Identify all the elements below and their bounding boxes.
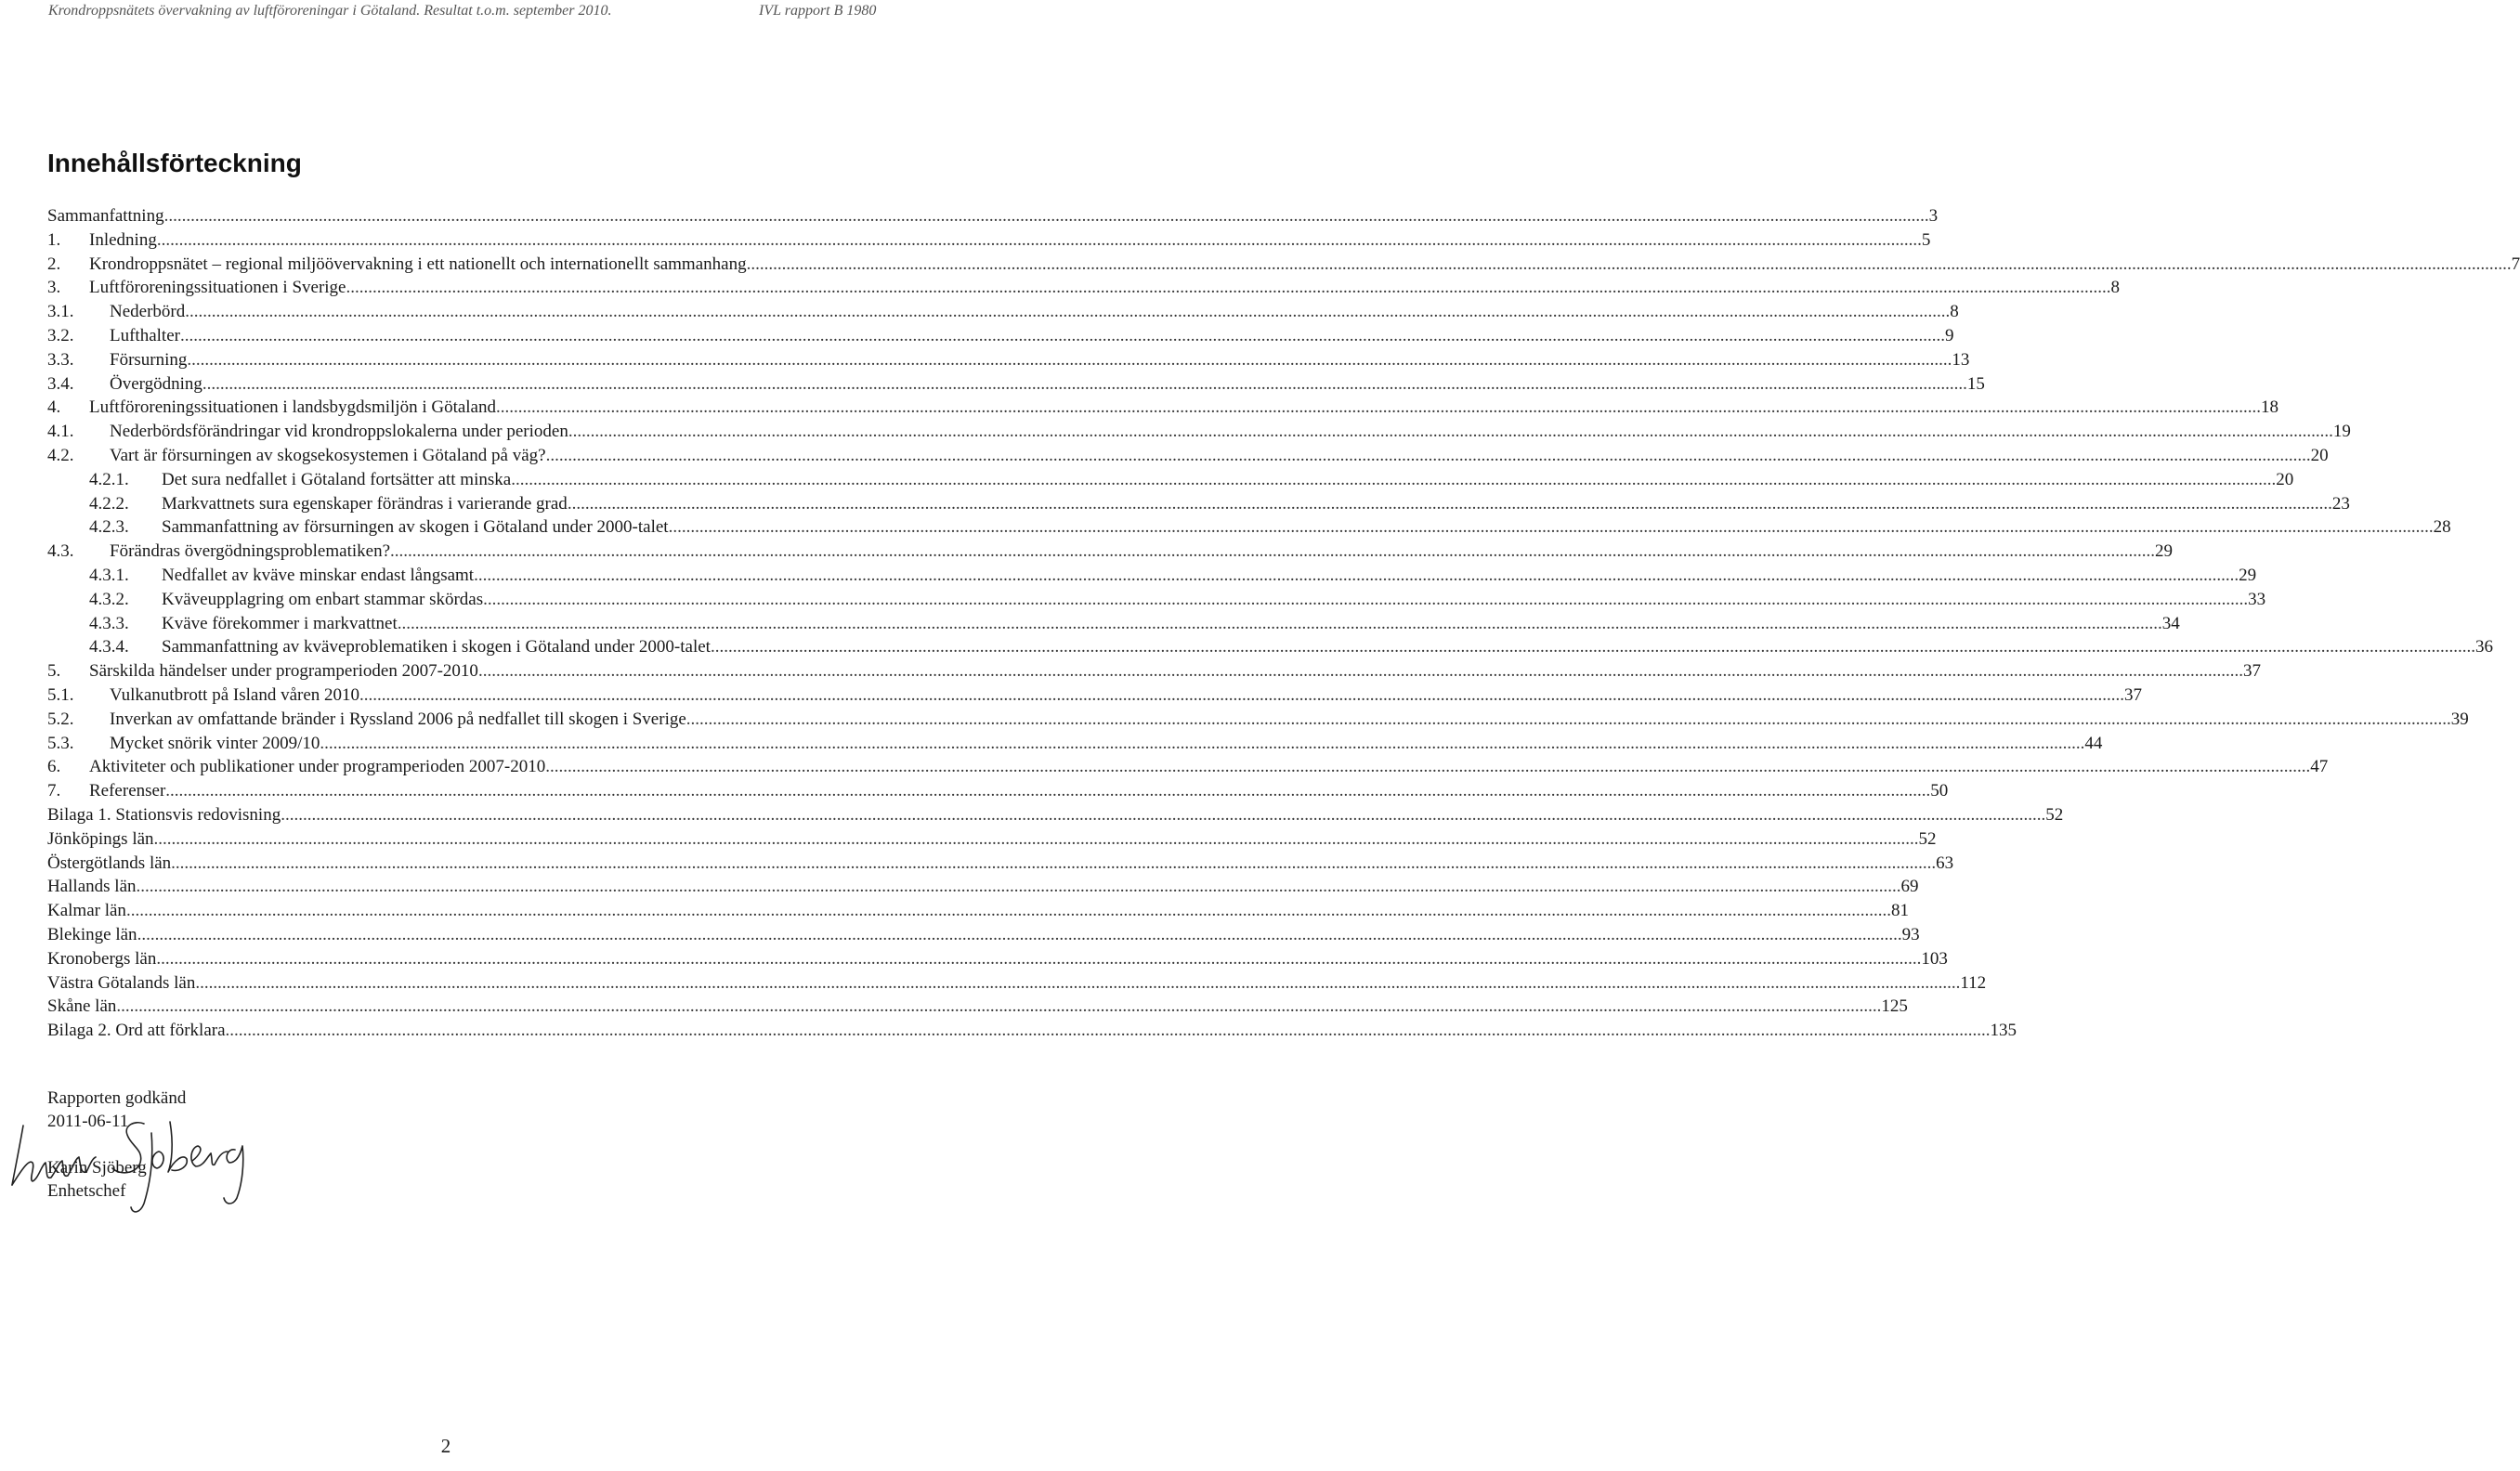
toc-entry-title: Östergötlands län bbox=[47, 853, 172, 873]
toc-entry-number: 4.3.3. bbox=[89, 613, 129, 633]
toc-entry-page: 8 bbox=[2110, 278, 2120, 298]
toc-entry-title: Jönköpings län bbox=[47, 828, 154, 849]
toc-dot-leader: ................................................................................................................................................................................................................................................................................................................................................................................................................ bbox=[187, 349, 1952, 370]
toc-entry-title: Försurning bbox=[110, 349, 188, 370]
toc-entry[interactable] bbox=[47, 875, 1919, 899]
toc-entry-title: Referenser bbox=[89, 781, 166, 801]
toc-entry-page: 52 bbox=[1918, 828, 1937, 849]
toc-entry[interactable] bbox=[47, 372, 1985, 397]
toc-entry-number: 2. bbox=[47, 254, 61, 274]
page-number: 2 bbox=[440, 1435, 451, 1457]
toc-dot-leader: ................................................................................................................................................................................................................................................................................................................................................................................................................ bbox=[195, 972, 1961, 993]
toc-dot-leader: ................................................................................................................................................................................................................................................................................................................................................................................................................ bbox=[346, 278, 2111, 298]
toc-entry-title: Kalmar län bbox=[47, 901, 126, 921]
toc-entry[interactable] bbox=[47, 588, 2266, 612]
toc-dot-leader: ................................................................................................................................................................................................................................................................................................................................................................................................................ bbox=[137, 924, 1902, 944]
toc-entry-number: 4.3.4. bbox=[89, 637, 129, 657]
toc-dot-leader: ................................................................................................................................................................................................................................................................................................................................................................................................................ bbox=[281, 804, 2046, 825]
toc-entry[interactable] bbox=[47, 995, 1908, 1019]
toc-entry[interactable] bbox=[47, 396, 2278, 420]
toc-entry-title: Sammanfattning av kväveproblematiken i skogen i Götaland under 2000-talet bbox=[162, 637, 711, 657]
toc-entry-title: Vart är försurningen av skogsekosystemen i Götaland på väg? bbox=[110, 445, 546, 465]
toc-entry[interactable] bbox=[47, 899, 1909, 923]
toc-entry-title: Markvattnets sura egenskaper förändras i varierande grad bbox=[162, 493, 568, 514]
toc-dot-leader: ................................................................................................................................................................................................................................................................................................................................................................................................................ bbox=[163, 206, 1929, 226]
toc-entry-page: 47 bbox=[2310, 757, 2329, 777]
toc-entry[interactable] bbox=[47, 276, 2120, 300]
toc-entry-number: 4.3.1. bbox=[89, 565, 129, 585]
toc-entry-title: Lufthalter bbox=[110, 325, 180, 345]
toc-entry-page: 18 bbox=[2261, 397, 2278, 418]
approval-date: 2011-06-11 bbox=[47, 1112, 129, 1131]
toc-entry-page: 39 bbox=[2450, 709, 2469, 729]
toc-entry-title: Skåne län bbox=[47, 996, 117, 1017]
toc-entry-title: Krondroppsnätet – regional miljöövervakning i ett nationellt och internationellt sammanhang bbox=[89, 254, 747, 274]
toc-dot-leader: ................................................................................................................................................................................................................................................................................................................................................................................................................ bbox=[545, 757, 2311, 777]
toc-entry-title: Kronobergs län bbox=[47, 948, 157, 969]
toc-entry[interactable] bbox=[47, 803, 2064, 827]
toc-entry-page: 135 bbox=[1990, 1021, 2017, 1041]
toc-entry-number: 4.2.3. bbox=[89, 517, 129, 538]
toc-dot-leader: ................................................................................................................................................................................................................................................................................................................................................................................................................ bbox=[545, 445, 2311, 465]
toc-dot-leader: ................................................................................................................................................................................................................................................................................................................................................................................................................ bbox=[202, 373, 1967, 394]
toc-entry-page: 69 bbox=[1900, 877, 1919, 897]
toc-dot-leader: ................................................................................................................................................................................................................................................................................................................................................................................................................ bbox=[185, 302, 1951, 322]
approval-block bbox=[47, 1087, 186, 1203]
toc-dot-leader: ................................................................................................................................................................................................................................................................................................................................................................................................................ bbox=[483, 589, 2249, 609]
toc-dot-leader: ................................................................................................................................................................................................................................................................................................................................................................................................................ bbox=[320, 733, 2085, 753]
toc-entry-title: Sammanfattning av försurningen av skogen i Götaland under 2000-talet bbox=[162, 517, 669, 538]
toc-entry[interactable] bbox=[47, 564, 2257, 588]
toc-entry[interactable] bbox=[47, 827, 1937, 852]
toc-dot-leader: ................................................................................................................................................................................................................................................................................................................................................................................................................ bbox=[474, 565, 2239, 585]
toc-entry-page: 8 bbox=[1950, 302, 1959, 322]
toc-entry-title: Västra Götalands län bbox=[47, 972, 196, 993]
toc-entry-title: Inledning bbox=[89, 229, 157, 250]
toc-entry-page: 63 bbox=[1936, 853, 1954, 873]
toc-entry-number: 3.4. bbox=[47, 373, 74, 394]
toc-entry[interactable] bbox=[47, 444, 2329, 468]
table-of-contents bbox=[47, 204, 2520, 1043]
toc-entry-title: Inverkan av omfattande bränder i Ryssland 2006 på nedfallet till skogen i Sverige bbox=[110, 709, 686, 729]
toc-dot-leader: ................................................................................................................................................................................................................................................................................................................................................................................................................ bbox=[567, 493, 2332, 514]
toc-entry-page: 20 bbox=[2310, 445, 2329, 465]
toc-dot-leader: ................................................................................................................................................................................................................................................................................................................................................................................................................ bbox=[568, 422, 2333, 442]
toc-entry[interactable] bbox=[47, 253, 2520, 277]
toc-entry-title: Mycket snörik vinter 2009/10 bbox=[110, 733, 320, 753]
toc-entry[interactable] bbox=[47, 420, 2351, 444]
header-report-title: Krondroppsnätets övervakning av luftföroreningar i Götaland. Resultat t.o.m. september 2010. bbox=[48, 3, 612, 19]
toc-entry-page: 13 bbox=[1952, 349, 1970, 370]
toc-entry[interactable] bbox=[47, 732, 2103, 756]
toc-entry-page: 93 bbox=[1901, 924, 1920, 944]
toc-entry-number: 4.1. bbox=[47, 422, 74, 442]
signature-space bbox=[47, 1133, 186, 1156]
toc-entry-page: 44 bbox=[2084, 733, 2103, 753]
toc-entry-number: 3.2. bbox=[47, 325, 74, 345]
toc-dot-leader: ................................................................................................................................................................................................................................................................................................................................................................................................................ bbox=[156, 948, 1922, 969]
toc-entry[interactable] bbox=[47, 612, 2180, 636]
toc-entry-number: 4. bbox=[47, 397, 61, 418]
toc-entry-title: Det sura nedfallet i Götaland fortsätter att minska bbox=[162, 469, 512, 489]
toc-entry[interactable] bbox=[47, 204, 1939, 228]
toc-entry-page: 112 bbox=[1960, 972, 1987, 993]
toc-entry-page: 3 bbox=[1928, 206, 1939, 226]
running-header bbox=[48, 3, 892, 23]
toc-entry-number: 3.1. bbox=[47, 302, 74, 322]
toc-dot-leader: ................................................................................................................................................................................................................................................................................................................................................................................................................ bbox=[153, 828, 1919, 849]
toc-entry-number: 4.3.2. bbox=[89, 589, 129, 609]
toc-entry-page: 34 bbox=[2161, 613, 2180, 633]
approver-role: Enhetschef bbox=[47, 1181, 126, 1201]
toc-dot-leader: ................................................................................................................................................................................................................................................................................................................................................................................................................ bbox=[116, 996, 1882, 1017]
toc-entry-number: 6. bbox=[47, 757, 61, 777]
toc-dot-leader: ................................................................................................................................................................................................................................................................................................................................................................................................................ bbox=[359, 684, 2125, 705]
toc-dot-leader: ................................................................................................................................................................................................................................................................................................................................................................................................................ bbox=[496, 397, 2261, 418]
toc-entry-page: 28 bbox=[2433, 517, 2451, 538]
toc-entry-number: 1. bbox=[47, 229, 61, 250]
toc-dot-leader: ................................................................................................................................................................................................................................................................................................................................................................................................................ bbox=[171, 853, 1937, 873]
toc-entry-title: Luftföroreningssituationen i Sverige bbox=[89, 278, 346, 298]
toc-entry-page: 81 bbox=[1890, 901, 1909, 921]
toc-entry-title: Övergödning bbox=[110, 373, 202, 394]
toc-entry[interactable] bbox=[47, 659, 2261, 683]
toc-entry-title: Förändras övergödningsproblematiken? bbox=[110, 541, 390, 562]
toc-entry-page: 37 bbox=[2124, 684, 2143, 705]
toc-dot-leader: ................................................................................................................................................................................................................................................................................................................................................................................................................ bbox=[746, 254, 2512, 274]
toc-entry-number: 5.2. bbox=[47, 709, 74, 729]
toc-dot-leader: ................................................................................................................................................................................................................................................................................................................................................................................................................ bbox=[125, 901, 1891, 921]
toc-entry[interactable] bbox=[47, 348, 1970, 372]
toc-dot-leader: ................................................................................................................................................................................................................................................................................................................................................................................................................ bbox=[179, 325, 1945, 345]
toc-entry[interactable] bbox=[47, 540, 2173, 564]
toc-entry[interactable] bbox=[47, 300, 1959, 324]
toc-entry-page: 29 bbox=[2155, 541, 2173, 562]
toc-dot-leader: ................................................................................................................................................................................................................................................................................................................................................................................................................ bbox=[390, 541, 2155, 562]
toc-entry[interactable] bbox=[47, 324, 1954, 348]
toc-dot-leader: ................................................................................................................................................................................................................................................................................................................................................................................................................ bbox=[136, 877, 1901, 897]
toc-entry-title: Bilaga 1. Stationsvis redovisning bbox=[47, 804, 281, 825]
toc-entry[interactable] bbox=[47, 635, 2493, 659]
toc-entry[interactable] bbox=[47, 755, 2329, 779]
toc-entry[interactable] bbox=[47, 971, 1987, 996]
toc-entry[interactable] bbox=[47, 1019, 2017, 1043]
toc-entry-title: Sammanfattning bbox=[47, 206, 164, 226]
toc-entry-page: 29 bbox=[2239, 565, 2257, 585]
toc-entry[interactable] bbox=[47, 947, 1948, 971]
toc-entry[interactable] bbox=[47, 515, 2451, 540]
toc-entry-number: 3. bbox=[47, 278, 61, 298]
toc-entry-title: Hallands län bbox=[47, 877, 137, 897]
toc-entry-page: 23 bbox=[2331, 493, 2350, 514]
toc-dot-leader: ................................................................................................................................................................................................................................................................................................................................................................................................................ bbox=[397, 613, 2162, 633]
toc-entry-page: 19 bbox=[2332, 422, 2351, 442]
toc-entry-page: 7 bbox=[2511, 254, 2520, 274]
toc-entry-page: 103 bbox=[1921, 948, 1948, 969]
toc-entry-title: Kväveupplagring om enbart stammar skördas bbox=[162, 589, 484, 609]
toc-dot-leader: ................................................................................................................................................................................................................................................................................................................................................................................................................ bbox=[225, 1021, 1991, 1041]
toc-entry[interactable] bbox=[47, 708, 2469, 732]
approver-name: Karin Sjöberg bbox=[47, 1158, 147, 1178]
header-report-number: IVL rapport B 1980 bbox=[759, 3, 877, 19]
toc-entry-number: 4.2.1. bbox=[89, 469, 129, 489]
toc-entry[interactable] bbox=[47, 779, 1949, 803]
toc-entry-page: 52 bbox=[2045, 804, 2064, 825]
approval-label: Rapporten godkänd bbox=[47, 1088, 187, 1108]
toc-dot-leader: ................................................................................................................................................................................................................................................................................................................................................................................................................ bbox=[511, 469, 2277, 489]
toc-dot-leader: ................................................................................................................................................................................................................................................................................................................................................................................................................ bbox=[156, 229, 1922, 250]
toc-entry-page: 5 bbox=[1921, 229, 1931, 250]
toc-entry[interactable] bbox=[47, 683, 2143, 708]
toc-entry-number: 7. bbox=[47, 781, 61, 801]
toc-entry-number: 4.2.2. bbox=[89, 493, 129, 514]
toc-entry-page: 33 bbox=[2248, 589, 2266, 609]
toc-entry-title: Aktiviteter och publikationer under programperioden 2007-2010 bbox=[89, 757, 546, 777]
toc-entry[interactable] bbox=[47, 228, 1931, 253]
toc-entry-title: Särskilda händelser under programperioden 2007-2010 bbox=[89, 661, 478, 682]
toc-entry-page: 20 bbox=[2276, 469, 2294, 489]
toc-entry[interactable] bbox=[47, 492, 2350, 516]
toc-entry[interactable] bbox=[47, 852, 1954, 876]
toc-entry-number: 4.2. bbox=[47, 445, 74, 465]
toc-dot-leader: ................................................................................................................................................................................................................................................................................................................................................................................................................ bbox=[685, 709, 2451, 729]
toc-entry-number: 5. bbox=[47, 661, 61, 682]
toc-entry-page: 9 bbox=[1944, 325, 1954, 345]
toc-entry-title: Blekinge län bbox=[47, 924, 137, 944]
toc-entry[interactable] bbox=[47, 923, 1920, 947]
toc-entry-page: 15 bbox=[1966, 373, 1985, 394]
toc-entry-title: Vulkanutbrott på Island våren 2010 bbox=[110, 684, 360, 705]
toc-entry[interactable] bbox=[47, 468, 2294, 492]
toc-entry-title: Nederbördsförändringar vid krondroppslokalerna under perioden bbox=[110, 422, 568, 442]
toc-entry-number: 5.1. bbox=[47, 684, 74, 705]
toc-dot-leader: ................................................................................................................................................................................................................................................................................................................................................................................................................ bbox=[477, 661, 2243, 682]
toc-dot-leader: ................................................................................................................................................................................................................................................................................................................................................................................................................ bbox=[668, 517, 2434, 538]
toc-entry-title: Luftföroreningssituationen i landsbygdsmiljön i Götaland bbox=[89, 397, 496, 418]
toc-dot-leader: ................................................................................................................................................................................................................................................................................................................................................................................................................ bbox=[165, 781, 1931, 801]
toc-dot-leader: ................................................................................................................................................................................................................................................................................................................................................................................................................ bbox=[710, 637, 2475, 657]
toc-entry-title: Kväve förekommer i markvattnet bbox=[162, 613, 398, 633]
toc-entry-page: 50 bbox=[1930, 781, 1949, 801]
toc-entry-page: 36 bbox=[2474, 637, 2493, 657]
toc-entry-page: 125 bbox=[1881, 996, 1908, 1017]
toc-entry-title: Bilaga 2. Ord att förklara bbox=[47, 1021, 226, 1041]
toc-entry-number: 4.3. bbox=[47, 541, 74, 562]
toc-entry-title: Nedfallet av kväve minskar endast långsamt bbox=[162, 565, 475, 585]
page-title: Innehållsförteckning bbox=[47, 149, 302, 177]
toc-entry-number: 3.3. bbox=[47, 349, 74, 370]
toc-entry-number: 5.3. bbox=[47, 733, 74, 753]
toc-entry-page: 37 bbox=[2242, 661, 2261, 682]
toc-entry-title: Nederbörd bbox=[110, 302, 186, 322]
